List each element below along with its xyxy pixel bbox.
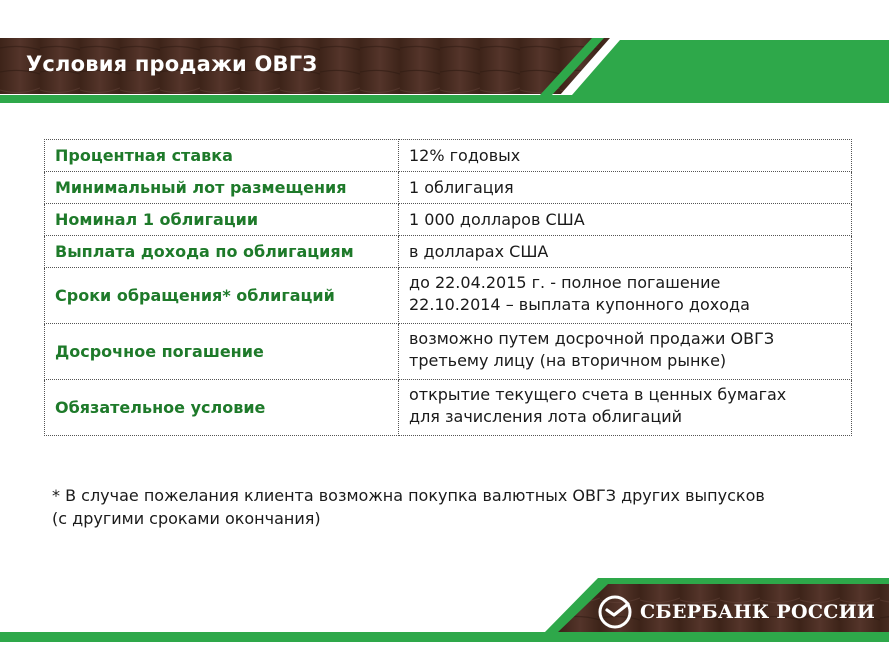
value-line: 22.10.2014 – выплата купонного дохода [409, 295, 750, 314]
row-label: Номинал 1 облигации [45, 204, 399, 236]
row-value: 1 облигация [399, 172, 852, 204]
value-line: для зачисления лота облигаций [409, 407, 683, 426]
footnote [52, 484, 765, 530]
row-label: Минимальный лот размещения [45, 172, 399, 204]
row-value [399, 380, 852, 436]
terms-table [44, 139, 852, 436]
row-label: Обязательное условие [45, 380, 399, 436]
value-line: возможно путем досрочной продажи ОВГЗ [409, 329, 775, 348]
footnote-line: (с другими сроками окончания) [52, 509, 321, 528]
row-label: Сроки обращения* облигаций [45, 268, 399, 324]
row-value: 12% годовых [399, 140, 852, 172]
row-label: Процентная ставка [45, 140, 399, 172]
brand-mark [598, 594, 875, 630]
table-row [45, 140, 852, 172]
value-line: третьему лицу (на вторичном рынке) [409, 351, 727, 370]
footnote-line: * В случае пожелания клиента возможна покупка валютных ОВГЗ других выпусков [52, 486, 765, 505]
value-line: открытие текущего счета в ценных бумагах [409, 385, 787, 404]
row-value [399, 268, 852, 324]
table-row [45, 324, 852, 380]
table-row [45, 204, 852, 236]
row-value [399, 324, 852, 380]
table-row [45, 172, 852, 204]
sberbank-logo-icon [598, 595, 632, 629]
page-title: Условия продажи ОВГЗ [26, 52, 318, 76]
row-value: 1 000 долларов США [399, 204, 852, 236]
table-row [45, 236, 852, 268]
row-label: Досрочное погашение [45, 324, 399, 380]
table-row [45, 268, 852, 324]
row-value: в долларах США [399, 236, 852, 268]
table-row [45, 380, 852, 436]
value-line: до 22.04.2015 г. - полное погашение [409, 273, 721, 292]
brand-name: СБЕРБАНК РОССИИ [640, 601, 876, 623]
row-label: Выплата дохода по облигациям [45, 236, 399, 268]
